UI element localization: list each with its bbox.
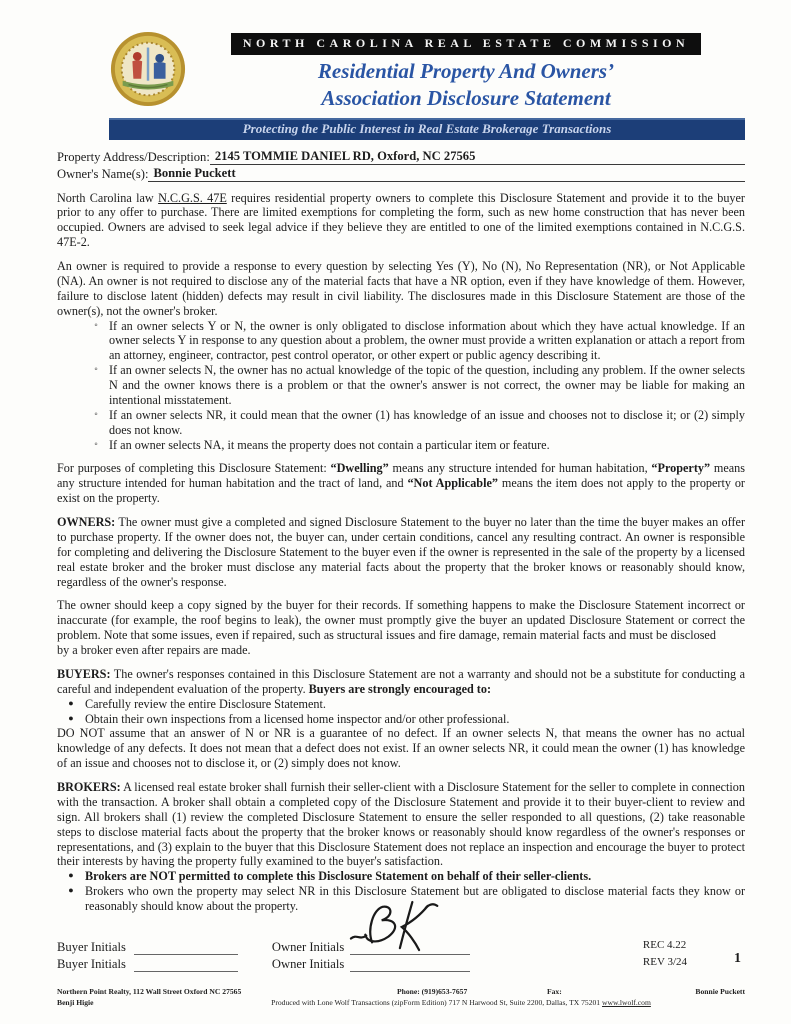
text-segment: Carefully review the entire Disclosure Statement.	[85, 696, 326, 711]
text-segment: Brokers are NOT permitted to complete this Disclosure Statement on behalf of their seller-clients.	[85, 869, 592, 884]
text-segment: “Dwelling”	[330, 461, 389, 476]
property-address-value[interactable]: 2145 TOMMIE DANIEL RD, Oxford, NC 27565	[210, 150, 745, 164]
text-segment: DO NOT assume that an answer of N or NR is a guarantee of no defect. If an owner selects N, that means the owner has no actual knowledge of any defects. It does not mean that a defect does not exist. If an owner selects NR, it could mean the owner (1) has knowledge of an issue and chooses not to disclose it, or (2) simply does not know.	[57, 726, 745, 771]
paragraph-brokers	[57, 780, 745, 869]
footer-producer-text: Produced with Lone Wolf Transactions (zipForm Edition) 717 N Harwood St, Suite 2200, Dallas, TX 75201	[271, 998, 601, 1008]
text-segment: BUYERS:	[57, 666, 111, 681]
document-title-line1: Residential Property And Owners’	[317, 59, 615, 83]
commission-name-bar: NORTH CAROLINA REAL ESTATE COMMISSION	[231, 33, 701, 55]
list-item-text	[85, 697, 745, 712]
list-item-text	[109, 438, 745, 453]
text-segment: by a broker even after repairs are made.	[57, 643, 251, 658]
list-item	[83, 319, 745, 364]
header-titles	[187, 30, 745, 113]
property-address-label: Property Address/Description:	[57, 149, 210, 164]
text-segment: “Property”	[651, 461, 711, 476]
bullet-icon: ◦	[94, 319, 98, 331]
owner-name-label: Owner's Name(s):	[57, 166, 149, 181]
buyer-advice-list	[57, 697, 745, 727]
bullet-icon: ●	[68, 870, 74, 881]
bullet-icon: ◦	[94, 364, 98, 376]
text-segment: If an owner selects Y or N, the owner is only obligated to disclose information about which they have actual knowledge. If an owner selects Y in response to any question about a problem, the owner must provide a written explanation or attach a report from an attorney, engineer, contractor, pest control operator, or other expert or public agency describing it.	[109, 318, 745, 363]
list-item-text	[109, 363, 745, 408]
list-item	[83, 438, 745, 453]
text-segment: Brokers who own the property may select NR in this Disclosure Statement but are obligated to disclose material facts they know or reasonably should know about the property.	[85, 884, 745, 914]
list-item	[57, 697, 745, 712]
owner-selection-list	[57, 319, 745, 453]
list-item-text	[85, 869, 745, 884]
text-segment: OWNERS:	[57, 515, 116, 530]
text-segment: An owner is required to provide a response to every question by selecting Yes (Y), No (N), No Representation (NR), or Not Applicable (NA). An owner is not required to disclose any of the material facts that have a NR option, even if they have knowledge of them. However, failure to disclose latent (hidden) defects may result in civil liability. The disclosures made in this Disclosure Statement are those of the owner(s), not the owner's broker.	[57, 259, 745, 318]
footer-row-2	[57, 997, 745, 1008]
text-segment: Obtain their own inspections from a licensed home inspector and/or other professional.	[85, 711, 510, 726]
bullet-icon: ◦	[94, 438, 98, 450]
footer-agent: Benji Higie	[57, 998, 94, 1008]
list-item-text	[109, 319, 745, 364]
footer-producer-link[interactable]: www.lwolf.com	[602, 998, 651, 1008]
owner-initials-label-2: Owner Initials	[271, 956, 345, 971]
footer-producer	[177, 997, 745, 1008]
paragraph-response-options	[57, 259, 745, 319]
buyer-initials-field-2[interactable]	[134, 960, 238, 972]
text-segment: “Not Applicable”	[407, 476, 498, 491]
text-segment: means any structure intended for human habitation and the tract of land, and	[57, 461, 745, 491]
text-segment: requires residential property owners to complete this Disclosure Statement and provide it to the buyer prior to any offer to purchase. There are limited exemptions for completing the form, such as new home construction that has never been occupied. Owners are advised to seek legal advice if they believe they are entitled to one of the limited exemptions contained in N.C.G.S. 47E-2.	[57, 190, 745, 250]
text-segment: means the item does not apply to the property or exist on the property.	[57, 476, 745, 506]
list-item-text	[85, 712, 745, 727]
footer-row-1	[57, 986, 745, 997]
text-segment: means any structure intended for human habitation,	[388, 461, 652, 476]
document-footer	[57, 986, 745, 1009]
tagline-bar: Protecting the Public Interest in Real Estate Brokerage Transactions	[109, 118, 745, 140]
text-segment: The owner should keep a copy signed by the buyer for their records. If something happens to make the Disclosure Statement incorrect or inaccurate (for example, the roof begins to leak), the owner must promptly give the buyer an updated Disclosure Statement or correct the problem. Note that some issues, even if repaired, such as structural issues and fire damage, remain material facts and must be disclosed	[57, 598, 745, 643]
footer-office: Northern Point Realty, 112 Wall Street Oxford NC 27565	[57, 986, 242, 996]
owner-initials-label-1: Owner Initials	[271, 939, 345, 954]
paragraph-law	[57, 191, 745, 251]
text-segment: N.C.G.S. 47E	[158, 190, 227, 205]
list-item	[83, 408, 745, 438]
owner-name-value[interactable]: Bonnie Puckett	[148, 167, 745, 181]
buyer-initials-label-1: Buyer Initials	[57, 939, 126, 954]
paragraph-definitions	[57, 461, 745, 506]
text-segment: If an owner selects N, the owner has no actual knowledge of the topic of the question, including any problem. If the owner selects N and the owner knows there is a problem or that the owner's answer is not correct, the owner may be liable for making an intentional misstatement.	[109, 363, 745, 407]
text-segment: North Carolina law	[57, 190, 159, 205]
text-segment: The owner must give a completed and signed Disclosure Statement to the buyer no later than the time the buyer makes an offer to purchase property. If the owner does not, the buyer can, under certain conditions, cancel any resulting contract. An owner is responsible for completing and delivering the Disclosure Statement to the buyer even if the owner is represented in the sale of the property by a licensed real estate broker and the broker must disclose any material facts about the property that the broker knows or reasonably should know, regardless of the owner's response.	[57, 515, 745, 589]
bullet-icon: ◦	[94, 408, 98, 420]
property-address-row	[57, 148, 745, 165]
rec-number: REC 4.22	[642, 938, 687, 951]
paragraph-keep-copy	[57, 598, 745, 658]
owner-initials-signature	[349, 898, 445, 956]
document-body	[57, 191, 745, 914]
list-item	[83, 363, 745, 408]
paragraph-buyers	[57, 667, 745, 697]
text-segment: The owner's responses contained in this Disclosure Statement are not a warranty and should not be a substitute for conducting a careful and independent evaluation of the property.	[57, 666, 745, 696]
form-revision-block	[643, 937, 687, 971]
buyer-initials-label-2: Buyer Initials	[57, 956, 126, 971]
footer-phone: Phone: (919)653-7657	[397, 986, 468, 996]
paragraph-do-not-assume	[57, 726, 745, 771]
text-segment: If an owner selects NR, it could mean that the owner (1) has knowledge of an issue and chooses not to disclose it; or (2) simply does not know.	[109, 407, 745, 437]
page-number: 1	[734, 950, 741, 966]
text-segment: Buyers are strongly encouraged to:	[308, 681, 492, 696]
footer-fax: Fax:	[547, 986, 562, 996]
text-segment: BROKERS:	[57, 780, 121, 795]
buyer-initials-field-1[interactable]	[134, 943, 238, 955]
rev-number: REV 3/24	[642, 956, 687, 969]
initials-row-2	[57, 955, 745, 972]
bullet-icon: ●	[68, 885, 74, 896]
initials-section	[57, 938, 745, 972]
document-header	[57, 30, 745, 113]
list-item	[57, 712, 745, 727]
text-segment: If an owner selects NA, it means the property does not contain a particular item or feature.	[109, 437, 550, 452]
paragraph-owners	[57, 515, 745, 589]
bullet-icon: ●	[68, 712, 74, 723]
text-segment: A licensed real estate broker shall furnish their seller-client with a Disclosure Statement for the seller to complete in connection with the transaction. A broker shall obtain a completed copy of the Disclosure Statement and provide it to their buyer-client to review and sign. All brokers shall (1) review the completed Disclosure Statement to ensure the seller responded to all questions, (2) take reasonable steps to disclose material facts about the property that the broker knows or reasonably should know regardless of the owner's responses or representations, and (3) explain to the buyer that this Disclosure Statement does not replace an inspection and encourage the buyer to protect their interests by having the property fully examined to the buyer's satisfaction.	[57, 780, 745, 869]
list-item-text	[109, 408, 745, 438]
nc-state-seal-icon	[109, 30, 187, 108]
list-item	[57, 869, 745, 884]
owner-initials-field-2[interactable]	[350, 960, 470, 972]
text-segment: For purposes of completing this Disclosure Statement:	[57, 461, 331, 476]
property-fields	[57, 148, 745, 182]
bullet-icon: ●	[68, 697, 74, 708]
document-title-line2: Association Disclosure Statement	[321, 86, 611, 111]
footer-client-name: Bonnie Puckett	[695, 986, 745, 996]
owner-name-row	[57, 165, 745, 182]
